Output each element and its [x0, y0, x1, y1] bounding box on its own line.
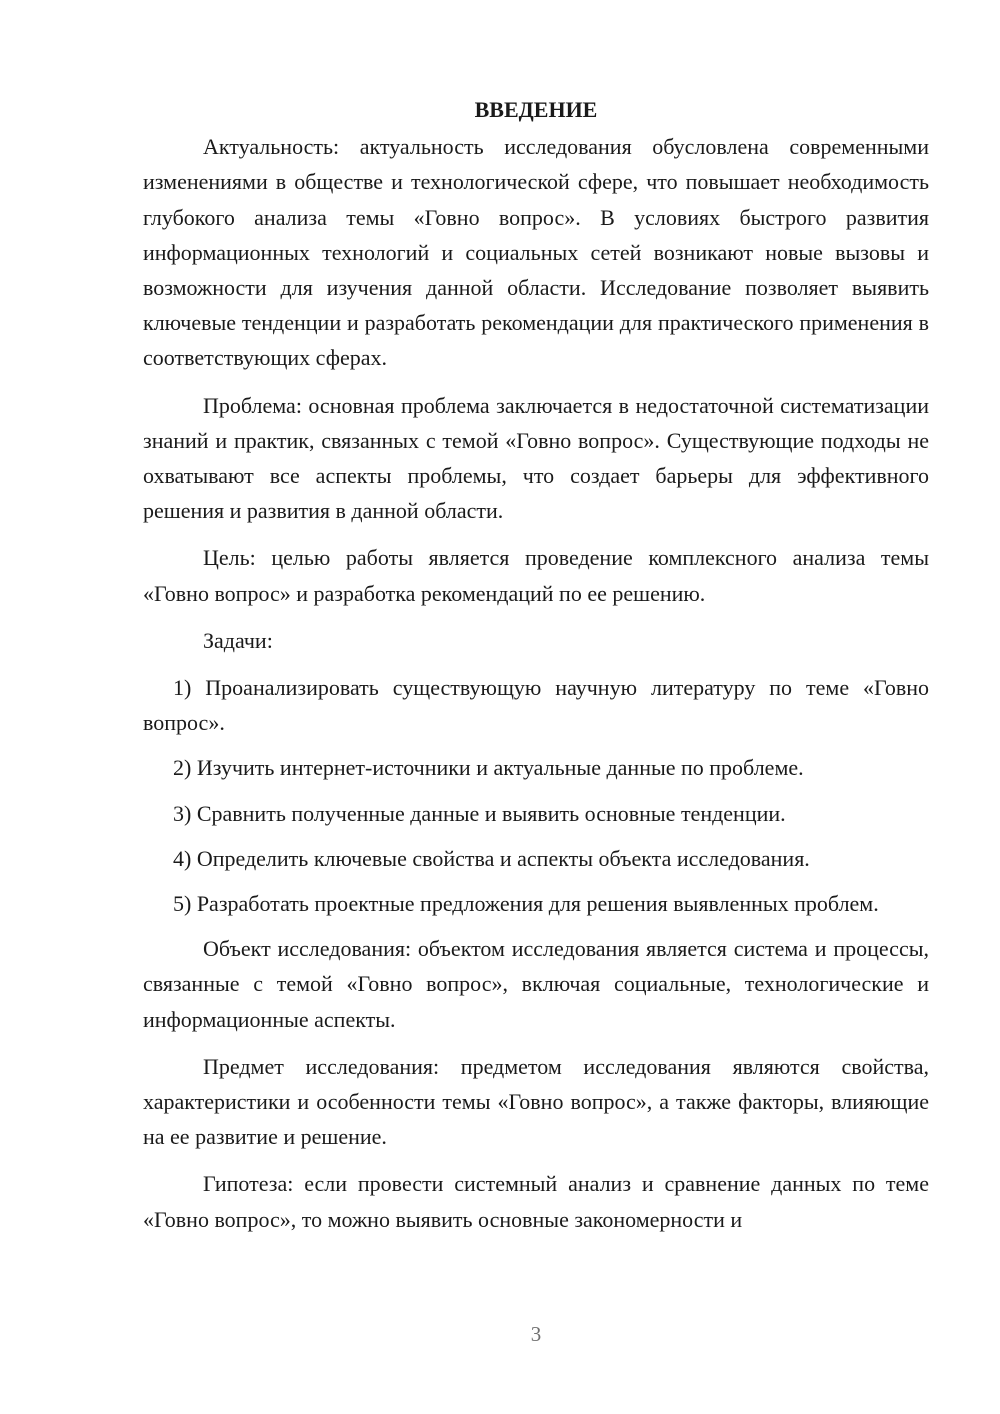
- task-item: 4) Определить ключевые свойства и аспекты объекта исследования.: [173, 845, 810, 871]
- problem-paragraph: Проблема: основная проблема заключается в недостаточной систематизации знаний и практик, связанных с темой «Говно вопрос». Существующие подходы не охватывают все аспекты проблемы, что создает барьеры для эффективного решения и развития в данной области.: [143, 392, 929, 524]
- hypothesis-paragraph: Гипотеза: если провести системный анализ и сравнение данных по теме «Говно вопрос», то можно выявить основные закономерности и: [143, 1171, 929, 1232]
- page-content: [143, 92, 929, 1249]
- object-paragraph: Объект исследования: объектом исследования является система и процессы, связанные с темой «Говно вопрос», включая социальные, технологические и информационные аспекты.: [143, 936, 929, 1032]
- task-item: 2) Изучить интернет-источники и актуальные данные по проблеме.: [173, 755, 804, 781]
- page-title: ВВЕДЕНИЕ: [474, 97, 598, 122]
- tasks-heading: Задачи:: [203, 627, 273, 653]
- subject-paragraph: Предмет исследования: предметом исследования являются свойства, характеристики и особенности темы «Говно вопрос», а также факторы, влияющие на ее развитие и решение.: [143, 1053, 929, 1150]
- task-item: 5) Разработать проектные предложения для решения выявленных проблем.: [173, 891, 879, 917]
- goal-paragraph: Цель: целью работы является проведение комплексного анализа темы «Говно вопрос» и разработка рекомендаций по ее решению.: [143, 545, 929, 606]
- page-number: 3: [530, 1322, 542, 1346]
- task-item: 3) Сравнить полученные данные и выявить основные тенденции.: [173, 800, 786, 826]
- task-item: 1) Проанализировать существующую научную литературу по теме «Говно вопрос».: [143, 675, 929, 736]
- relevance-paragraph: Актуальность: актуальность исследования обусловлена современными изменениями в обществе и технологической сфере, что повышает необходимость глубокого анализа темы «Говно вопрос». В условиях быстрого развития информационных технологий и социальных сетей возникают новые вызовы и возможности для изучения данной области. Исследование позволяет выявить ключевые тенденции и разработать рекомендации для практического применения в соответствующих сферах.: [143, 134, 929, 371]
